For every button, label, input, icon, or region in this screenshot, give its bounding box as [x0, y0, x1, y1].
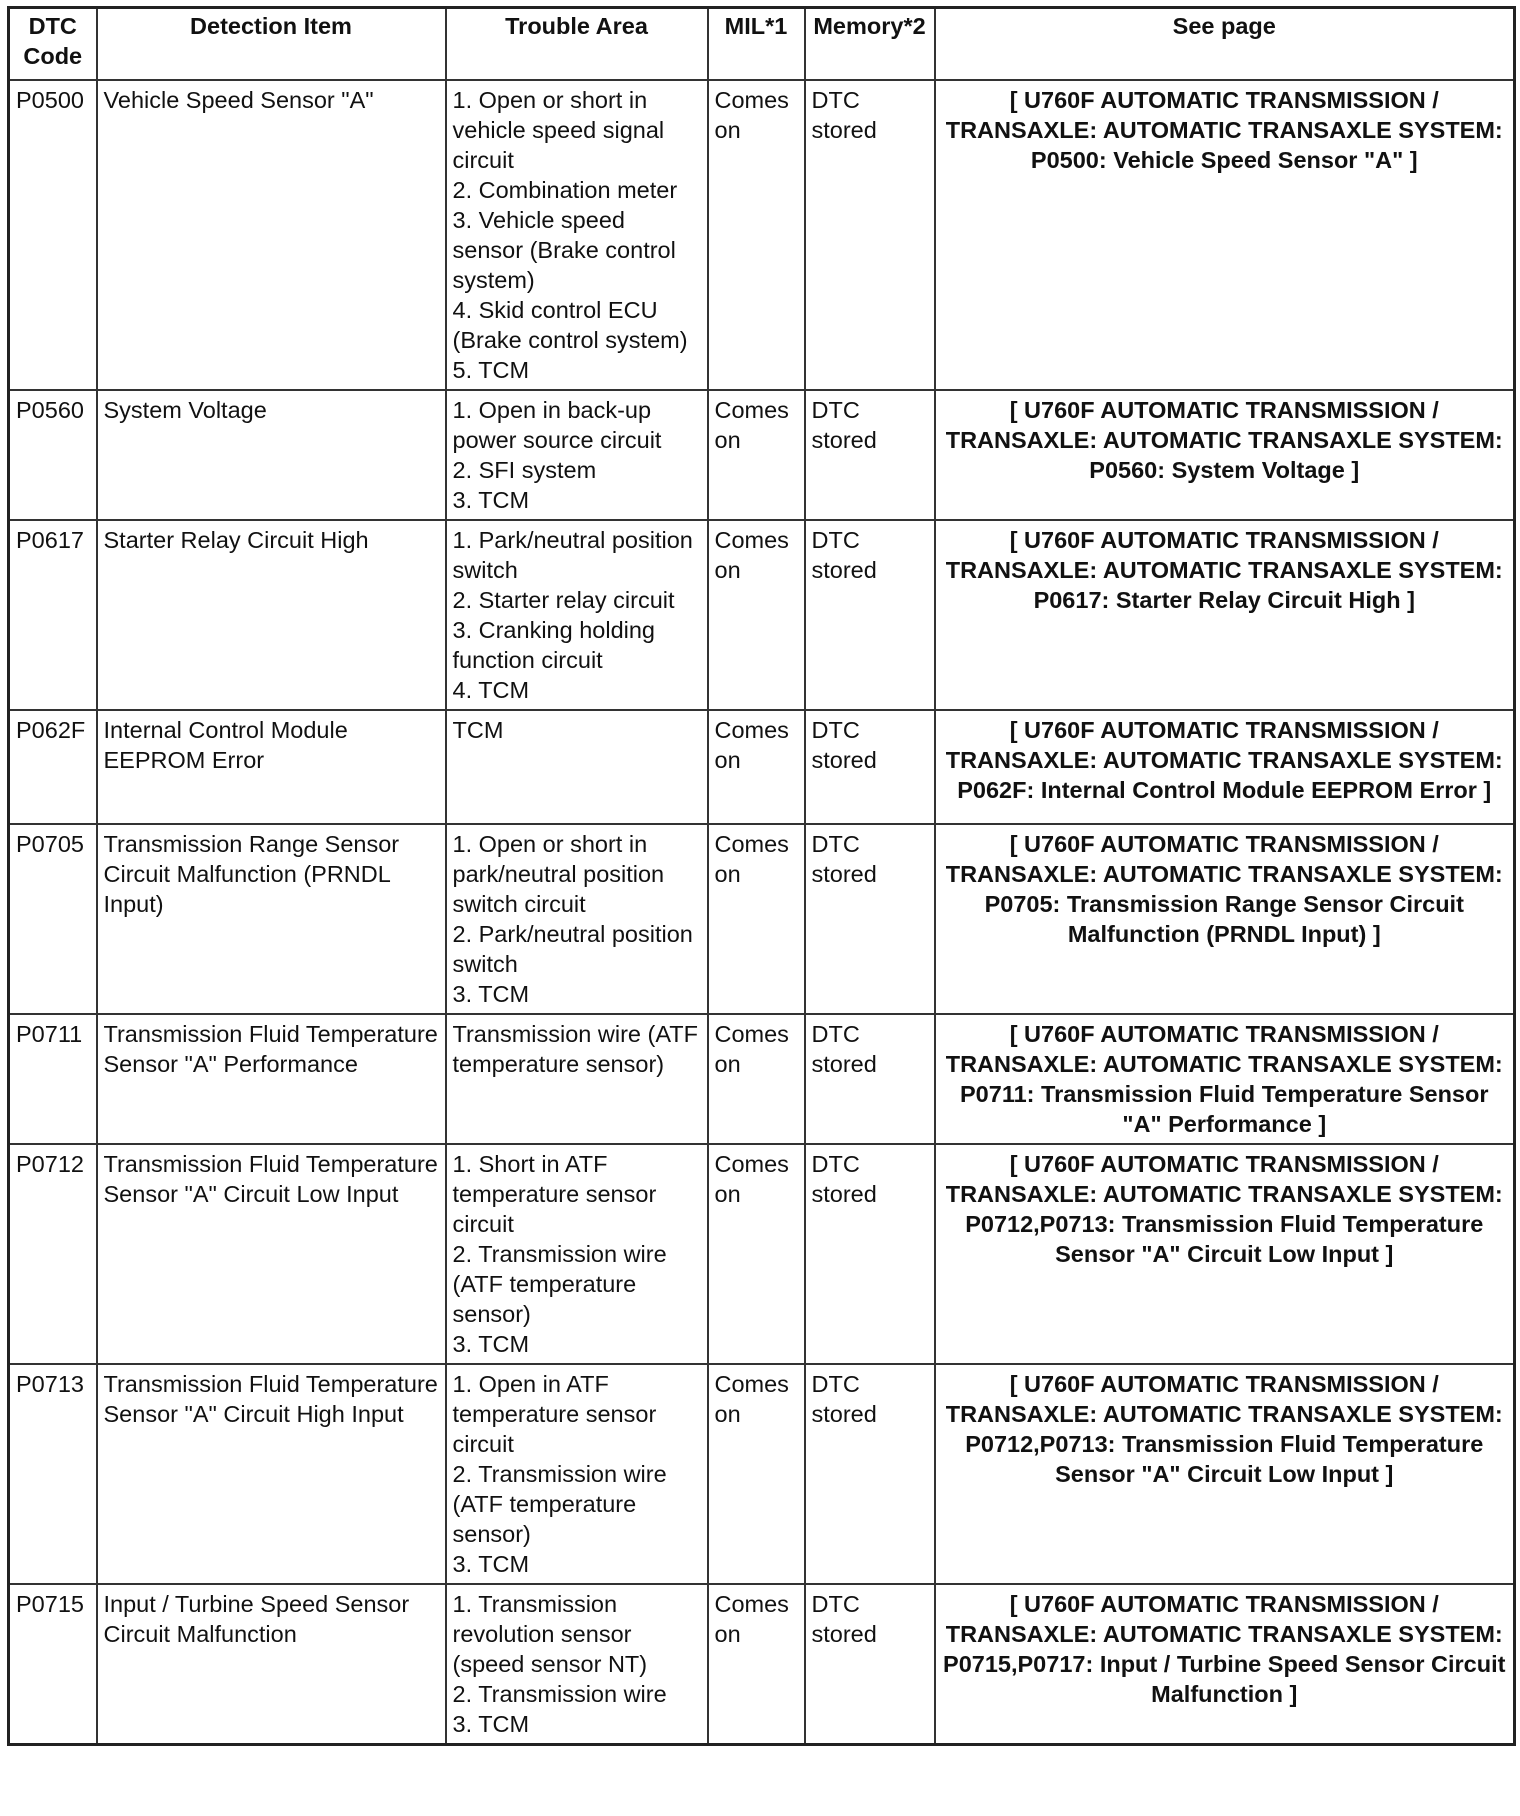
mil-cell: Comes on	[708, 390, 805, 520]
trouble-area-line: 2. Combination meter	[452, 177, 678, 203]
table-body	[9, 80, 1515, 1745]
header-memory: Memory*2	[805, 8, 935, 81]
table-row	[9, 824, 1515, 1014]
trouble-area-line: 2. SFI system	[452, 457, 597, 483]
dtc-code-cell: P0617	[9, 520, 97, 710]
trouble-area-line: 5. TCM	[452, 357, 530, 383]
trouble-area-cell	[446, 520, 708, 710]
trouble-area-line: 1. Open in ATF temperature sensor circuit	[452, 1371, 657, 1457]
trouble-area-line: 4. Skid control ECU (Brake control system)	[452, 297, 688, 353]
table-row	[9, 390, 1515, 520]
dtc-code-cell: P0705	[9, 824, 97, 1014]
trouble-area-line: 3. TCM	[452, 1711, 530, 1737]
see-page-cell: [ U760F AUTOMATIC TRANSMISSION / TRANSAXLE: AUTOMATIC TRANSAXLE SYSTEM: P0617: Starter Relay Circuit High ]	[935, 520, 1515, 710]
memory-cell: DTC stored	[805, 1144, 935, 1364]
header-detection-item: Detection Item	[97, 8, 446, 81]
trouble-area-line: 3. TCM	[452, 981, 530, 1007]
detection-item-cell: Transmission Fluid Temperature Sensor "A" Performance	[97, 1014, 446, 1144]
memory-cell: DTC stored	[805, 824, 935, 1014]
table-row	[9, 1144, 1515, 1364]
see-page-cell: [ U760F AUTOMATIC TRANSMISSION / TRANSAXLE: AUTOMATIC TRANSAXLE SYSTEM: P0712,P0713: Transmission Fluid Temperature Sensor "A" Circuit Low Input ]	[935, 1144, 1515, 1364]
dtc-code-cell: P0715	[9, 1584, 97, 1745]
mil-cell: Comes on	[708, 710, 805, 824]
mil-cell: Comes on	[708, 1364, 805, 1584]
trouble-area-line: 3. Cranking holding function circuit	[452, 617, 655, 673]
see-page-cell: [ U760F AUTOMATIC TRANSMISSION / TRANSAXLE: AUTOMATIC TRANSAXLE SYSTEM: P0500: Vehicle Speed Sensor "A" ]	[935, 80, 1515, 390]
memory-cell: DTC stored	[805, 1584, 935, 1745]
table-header-row	[9, 8, 1515, 81]
trouble-area-line: 1. Open in back-up power source circuit	[452, 397, 662, 453]
trouble-area-cell	[446, 390, 708, 520]
dtc-code-cell: P0500	[9, 80, 97, 390]
header-dtc-code: DTC Code	[9, 8, 97, 81]
trouble-area-line: 3. TCM	[452, 487, 530, 513]
header-trouble-area: Trouble Area	[446, 8, 708, 81]
trouble-area-line: 1. Open or short in park/neutral position switch circuit	[452, 831, 665, 917]
trouble-area-line: Transmission wire (ATF temperature sensor)	[452, 1021, 698, 1077]
detection-item-cell: Transmission Fluid Temperature Sensor "A" Circuit Low Input	[97, 1144, 446, 1364]
table-row	[9, 710, 1515, 824]
trouble-area-line: 2. Transmission wire (ATF temperature sensor)	[452, 1241, 667, 1327]
trouble-area-line: 1. Park/neutral position switch	[452, 527, 693, 583]
trouble-area-line: TCM	[452, 717, 504, 743]
trouble-area-cell	[446, 710, 708, 824]
table-row	[9, 80, 1515, 390]
memory-cell: DTC stored	[805, 710, 935, 824]
see-page-cell: [ U760F AUTOMATIC TRANSMISSION / TRANSAXLE: AUTOMATIC TRANSAXLE SYSTEM: P0560: System Voltage ]	[935, 390, 1515, 520]
detection-item-cell: Transmission Fluid Temperature Sensor "A" Circuit High Input	[97, 1364, 446, 1584]
see-page-cell: [ U760F AUTOMATIC TRANSMISSION / TRANSAXLE: AUTOMATIC TRANSAXLE SYSTEM: P062F: Internal Control Module EEPROM Error ]	[935, 710, 1515, 824]
see-page-cell: [ U760F AUTOMATIC TRANSMISSION / TRANSAXLE: AUTOMATIC TRANSAXLE SYSTEM: P0715,P0717: Input / Turbine Speed Sensor Circuit Malfunction ]	[935, 1584, 1515, 1745]
trouble-area-cell	[446, 824, 708, 1014]
memory-cell: DTC stored	[805, 390, 935, 520]
dtc-code-cell: P0713	[9, 1364, 97, 1584]
detection-item-cell: Input / Turbine Speed Sensor Circuit Malfunction	[97, 1584, 446, 1745]
mil-cell: Comes on	[708, 80, 805, 390]
trouble-area-line: 4. TCM	[452, 677, 530, 703]
mil-cell: Comes on	[708, 1014, 805, 1144]
trouble-area-cell	[446, 80, 708, 390]
trouble-area-line: 2. Transmission wire	[452, 1681, 667, 1707]
detection-item-cell: Transmission Range Sensor Circuit Malfunction (PRNDL Input)	[97, 824, 446, 1014]
table-row	[9, 1584, 1515, 1745]
trouble-area-cell	[446, 1144, 708, 1364]
table-row	[9, 1364, 1515, 1584]
header-see-page: See page	[935, 8, 1515, 81]
trouble-area-line: 1. Transmission revolution sensor (speed sensor NT)	[452, 1591, 648, 1677]
mil-cell: Comes on	[708, 1144, 805, 1364]
trouble-area-cell	[446, 1364, 708, 1584]
header-mil: MIL*1	[708, 8, 805, 81]
detection-item-cell: Starter Relay Circuit High	[97, 520, 446, 710]
dtc-code-cell: P0712	[9, 1144, 97, 1364]
memory-cell: DTC stored	[805, 520, 935, 710]
trouble-area-line: 3. Vehicle speed sensor (Brake control system)	[452, 207, 676, 293]
memory-cell: DTC stored	[805, 80, 935, 390]
trouble-area-line: 3. TCM	[452, 1551, 530, 1577]
detection-item-cell: Internal Control Module EEPROM Error	[97, 710, 446, 824]
table-row	[9, 1014, 1515, 1144]
trouble-area-line: 2. Park/neutral position switch	[452, 921, 693, 977]
trouble-area-line: 2. Starter relay circuit	[452, 587, 675, 613]
detection-item-cell: Vehicle Speed Sensor "A"	[97, 80, 446, 390]
see-page-cell: [ U760F AUTOMATIC TRANSMISSION / TRANSAXLE: AUTOMATIC TRANSAXLE SYSTEM: P0711: Transmission Fluid Temperature Sensor "A" Performance ]	[935, 1014, 1515, 1144]
dtc-code-cell: P0560	[9, 390, 97, 520]
trouble-area-cell	[446, 1014, 708, 1144]
memory-cell: DTC stored	[805, 1364, 935, 1584]
trouble-area-line: 2. Transmission wire (ATF temperature sensor)	[452, 1461, 667, 1547]
dtc-table	[7, 6, 1516, 1746]
detection-item-cell: System Voltage	[97, 390, 446, 520]
mil-cell: Comes on	[708, 520, 805, 710]
dtc-code-cell: P062F	[9, 710, 97, 824]
trouble-area-line: 1. Open or short in vehicle speed signal circuit	[452, 87, 665, 173]
trouble-area-line: 3. TCM	[452, 1331, 530, 1357]
trouble-area-cell	[446, 1584, 708, 1745]
see-page-cell: [ U760F AUTOMATIC TRANSMISSION / TRANSAXLE: AUTOMATIC TRANSAXLE SYSTEM: P0705: Transmission Range Sensor Circuit Malfunction (PRNDL Input) ]	[935, 824, 1515, 1014]
see-page-cell: [ U760F AUTOMATIC TRANSMISSION / TRANSAXLE: AUTOMATIC TRANSAXLE SYSTEM: P0712,P0713: Transmission Fluid Temperature Sensor "A" Circuit Low Input ]	[935, 1364, 1515, 1584]
mil-cell: Comes on	[708, 824, 805, 1014]
trouble-area-line: 1. Short in ATF temperature sensor circuit	[452, 1151, 657, 1237]
table-row	[9, 520, 1515, 710]
dtc-code-cell: P0711	[9, 1014, 97, 1144]
memory-cell: DTC stored	[805, 1014, 935, 1144]
mil-cell: Comes on	[708, 1584, 805, 1745]
